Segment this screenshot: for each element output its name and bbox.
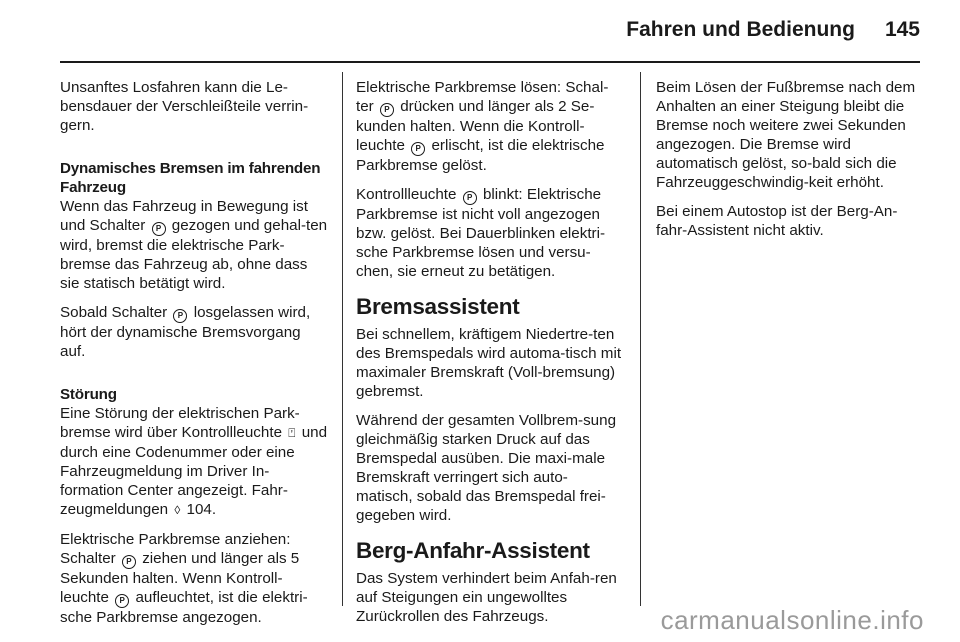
column-1 xyxy=(60,78,328,637)
parking-brake-icon: P xyxy=(173,309,187,323)
paragraph: Bei einem Autostop ist der Berg-An-fahr-Assistent nicht aktiv. xyxy=(656,203,898,239)
parking-brake-icon: P xyxy=(152,222,166,236)
paragraph: Das System verhindert beim Anfah-ren auf Steigungen ein ungewolltes Zurückrollen des Fahrzeugs. xyxy=(356,570,617,625)
parking-brake-icon: P xyxy=(463,191,477,205)
subheading: Dynamisches Bremsen im fahrenden Fahrzeug xyxy=(60,160,321,196)
page-title: Fahren und Bedienung xyxy=(626,18,855,41)
parking-brake-icon: P xyxy=(122,555,136,569)
paragraph: Beim Lösen der Fußbremse nach dem Anhalten an einer Steigung bleibt die Bremse noch weitere zwei Sekunden angezogen. Die Bremse wird automatisch gelöst, so-bald sich die Fahrzeuggeschwindig-keit erhöht. xyxy=(656,79,916,191)
paragraph: Eine Störung der elektrischen Park-bremse wird über Kontrollleuchte ⍞ und durch eine Codenummer oder eine Fahrzeugmeldung im Driver In-formation Center angezeigt. Fahr-zeugmeldungen ◊ 104. xyxy=(60,405,328,518)
parking-brake-icon: P xyxy=(380,103,394,117)
page-header xyxy=(60,18,920,42)
reference-arrow-icon: ◊ xyxy=(174,503,181,517)
section-heading: Bremsassistent xyxy=(356,294,520,319)
paragraph: Unsanftes Losfahren kann die Le-bensdauer der Verschleißteile verrin-gern. xyxy=(60,79,309,134)
paragraph: Während der gesamten Vollbrem-sung gleichmäßig starken Druck auf das Bremspedal ausüben. Die maxi-male Bremskraft verringert sich auto-matisch, sobald das Bremspedal frei-gegeben wird. xyxy=(356,412,617,524)
page-number: 145 xyxy=(884,18,920,41)
column-divider xyxy=(342,72,343,606)
paragraph: Kontrollleuchte P blinkt: Elektrische Parkbremse ist nicht voll angezogen bzw. gelöst. Bei Dauerblinken elektri-sche Parkbremse lösen und versu-chen, sie erneut zu betätigen. xyxy=(356,186,606,280)
paragraph: Wenn das Fahrzeug in Bewegung ist und Schalter P gezogen und gehal-ten wird, bremst die elektrische Park-bremse das Fahrzeug ab, ohne dass sie statisch betätigt wird. xyxy=(60,198,328,292)
parking-brake-icon: P xyxy=(115,594,129,608)
parking-brake-icon: P xyxy=(411,142,425,156)
paragraph: Elektrische Parkbremse lösen: Schal-ter P drücken und länger als 2 Se-kunden halten. Wenn die Kontroll-leuchte P erlischt, ist die elektrische Parkbremse gelöst. xyxy=(356,79,609,174)
header-rule xyxy=(60,61,920,63)
watermark: carmanualsonline.info xyxy=(660,605,924,635)
paragraph: Elektrische Parkbremse anziehen: Schalter P ziehen und länger als 5 Sekunden halten. Wenn Kontroll-leuchte P aufleuchtet, ist die elektri-sche Parkbremse angezogen. xyxy=(60,531,308,626)
section-heading: Berg-Anfahr-Assistent xyxy=(356,538,590,563)
subheading: Störung xyxy=(60,386,117,403)
paragraph: Bei schnellem, kräftigem Niedertre-ten des Bremspedals wird automa-tisch mit maximaler Bremskraft (Voll-bremsung) gebremst. xyxy=(356,326,622,400)
warning-lamp-icon: ⍞ xyxy=(288,426,296,440)
column-2 xyxy=(356,78,624,636)
paragraph: Sobald Schalter P losgelassen wird, hört der dynamische Bremsvorgang auf. xyxy=(60,304,311,360)
column-divider xyxy=(640,72,641,606)
column-3 xyxy=(656,78,924,250)
